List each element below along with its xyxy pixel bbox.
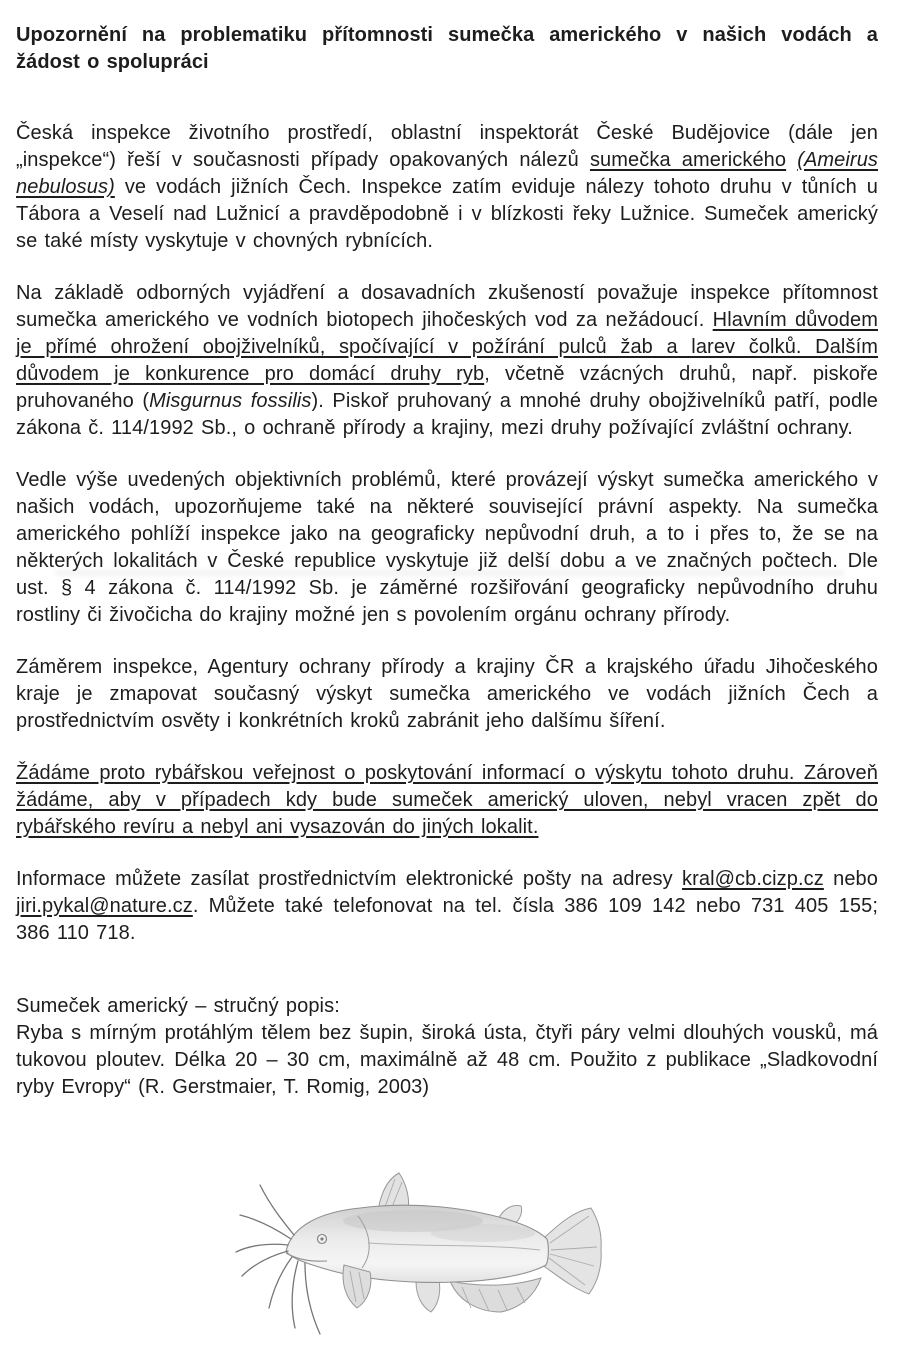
- text-segment: , včetně vzácných druhů, např. piskoře pruhovaného (: [16, 363, 878, 412]
- paragraph-request: [16, 760, 878, 841]
- description-body: Ryba s mírným protáhlým tělem bez šupin, široká ústa, čtyři páry velmi dlouhých vousků, má tukovou ploutev. Délka 20 – 30 cm, maximálně až 48 cm. Použito z publikace „Sladkovodní ryby Evropy“ (R. Gerstmaier, T. Romig, 2003): [16, 1022, 878, 1098]
- text-segment: [786, 149, 797, 171]
- text-segment: ). Piskoř pruhovaný a mnohé druhy obojživelníků patří, podle zákona č. 114/1992 Sb., o ochraně přírody a krajiny, mezi druhy požívající zvláštní ochrany.: [16, 390, 879, 439]
- text-segment: Česká inspekce životního prostředí, oblastní inspektorát České Budějovice (dále jen „inspekce“) řeší v současnosti případy opakovaných nálezů: [16, 122, 878, 171]
- paragraph-intent: [16, 654, 878, 735]
- text-segment: Na základě odborných vyjádření a dosavadních zkušeností považuje inspekce přítomnost sumečka amerického ve vodních biotopech jihočeských vod za nežádoucí.: [16, 282, 878, 331]
- text-segment: nebo: [823, 868, 878, 890]
- text-segment: Záměrem inspekce, Agentury ochrany přírody a krajiny ČR a krajského úřadu Jihočeského kraje je zmapovat současný výskyt sumečka amerického ve vodách jižních Čech a prostřednictvím osvěty i konkrétních kroků zabránit jeho dalšímu šíření.: [16, 656, 878, 732]
- catfish-drawing-icon: [228, 1159, 638, 1364]
- paragraph-contacts: [16, 866, 878, 947]
- text-segment: Vedle výše uvedených objektivních problémů, které provázejí výskyt sumečka amerického v našich vodách, upozorňujeme také na některé související právní aspekty. Na sumečka amerického pohlíží inspekce jako na geograficky nepůvodní druh, a to i přes to, že se na některých lokalitách v České republice vyskytuje již delší dobu a ve značných počtech. Dle ust. § 4 zákona č. 114/1992 Sb. je záměrné rozšiřování geograficky nepůvodního druhu rostliny či živočicha do krajiny možné jen s povolením orgánu ochrany přírody.: [16, 469, 878, 626]
- latin-species-name: Misgurnus fossilis: [149, 390, 312, 412]
- description-heading: Sumeček americký – stručný popis:: [16, 995, 340, 1017]
- text-segment: Informace můžete zasílat prostřednictvím elektronické pošty na adresy: [16, 868, 682, 890]
- scan-artifact: [55, 570, 845, 576]
- species-description-section: [16, 993, 878, 1101]
- document-title: Upozornění na problematiku přítomnosti sumečka amerického v našich vodách a žádost o spolupráci: [16, 24, 878, 73]
- underlined-species-name: sumečka amerického: [589, 149, 787, 171]
- text-segment: . Můžete také telefonovat na tel. čísla 386 109 142 nebo 731 405 155; 386 110 718.: [16, 895, 878, 944]
- latin-species-name: (Ameirus nebulosus): [16, 149, 879, 198]
- text-segment: ve vodách jižních Čech. Inspekce zatím eviduje nálezy tohoto druhu v tůních u Tábora a Veselí nad Lužnicí a pravděpodobně i v blízkosti řeky Lužnice. Sumeček americký se také místy vyskytuje v chovných rybnících.: [16, 176, 878, 252]
- paragraph-legal-aspects: [16, 467, 878, 629]
- underlined-main-reasons: Hlavním důvodem je přímé ohrožení obojživelníků, spočívající v požírání pulců žab a larev čolků. Dalším důvodem je konkurence pro domácí druhy ryb: [16, 309, 878, 385]
- catfish-illustration: [228, 1159, 638, 1364]
- underlined-request: Žádáme proto rybářskou veřejnost o poskytování informací o výskytu tohoto druhu. Zároveň žádáme, aby v případech kdy bude sumeček americký uloven, nebyl vracen zpět do rybářského revíru a nebyl ani vysazován do jiných lokalit.: [16, 762, 878, 838]
- email-address: jiri.pykal@nature.cz: [16, 895, 193, 917]
- email-address: kral@cb.cizp.cz: [682, 868, 824, 890]
- paragraph-intro: [16, 120, 878, 255]
- paragraph-reasons: [16, 280, 878, 442]
